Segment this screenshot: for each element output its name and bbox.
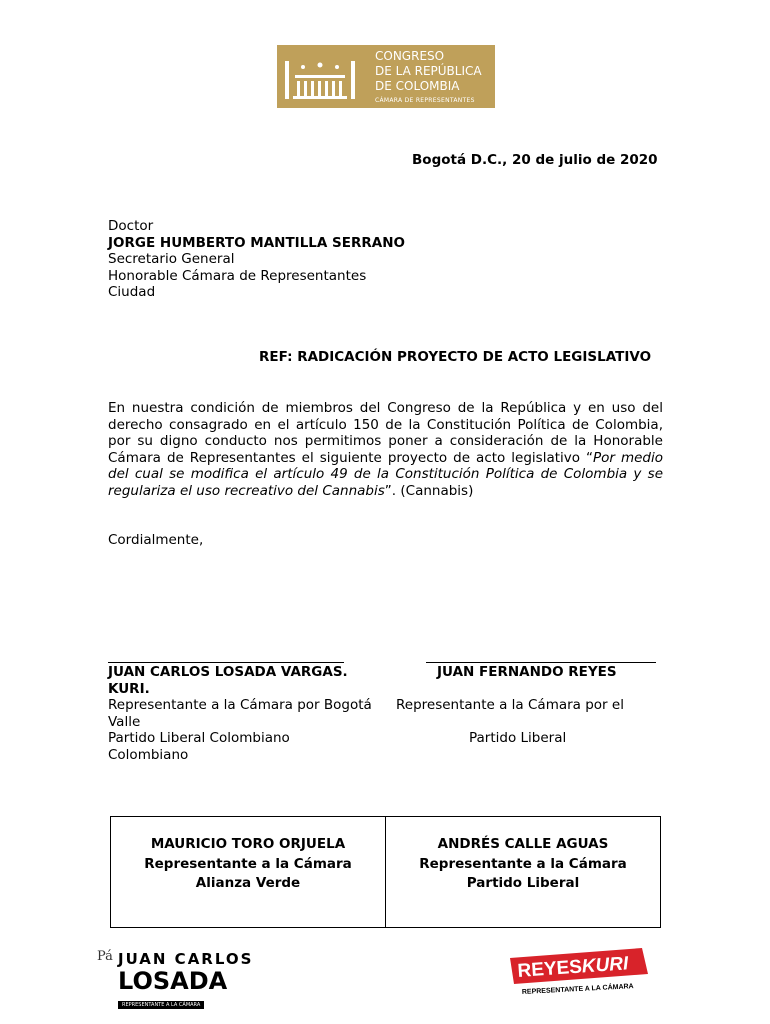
signature-line-left — [108, 662, 344, 663]
signer-party: Alianza Verde — [195, 875, 301, 891]
reyes-logo-subtitle: REPRESENTANTE A LA CÁMARA — [521, 983, 634, 996]
signer-right-role: Representante a la Cámara por el — [396, 697, 624, 713]
losada-logo-line2: LOSADA — [118, 967, 228, 995]
logo-line: DE COLOMBIA — [375, 79, 460, 93]
capitol-building-icon — [285, 61, 355, 99]
logo-text — [375, 49, 482, 94]
reference-line: REF: RADICACIÓN PROYECTO DE ACTO LEGISLATIVO — [259, 349, 652, 365]
signature-line-right — [426, 662, 656, 663]
signature-cell — [386, 817, 661, 928]
signer-right-name: JUAN FERNANDO REYES — [437, 664, 617, 680]
reyes-word: REYES — [516, 956, 583, 982]
recipient-institution: Honorable Cámara de Representantes — [108, 267, 367, 284]
signature-cell — [111, 817, 386, 928]
recipient-name: JORGE HUMBERTO MANTILLA SERRANO — [108, 234, 405, 251]
reyes-kuri-logo-graphic — [508, 944, 650, 1000]
signer-name: JUAN CARLOS LOSADA VARGAS. — [108, 664, 348, 680]
signature-table — [110, 816, 661, 928]
signer-name: ANDRÉS CALLE AGUAS — [437, 836, 609, 852]
signer-role: Representante a la Cámara por Bogotá — [108, 697, 372, 714]
page-label-fragment: Pá — [97, 949, 113, 964]
signer-right-party: Partido Liberal — [469, 730, 567, 746]
recipient-block — [108, 218, 405, 301]
signer-name-continued: KURI. — [108, 680, 150, 697]
signer-party-continued: Colombiano — [108, 746, 189, 763]
logo-subline: CÁMARA DE REPRESENTANTES — [375, 97, 475, 104]
signer-party: Partido Liberal Colombiano — [108, 730, 290, 747]
losada-logo — [118, 950, 253, 1010]
logo-line: CONGRESO — [375, 49, 445, 63]
recipient-position: Secretario General — [108, 251, 235, 268]
congress-logo — [277, 45, 495, 108]
signer-role: Representante a la Cámara — [419, 855, 627, 872]
signer-left — [108, 664, 398, 764]
body-paragraph — [108, 400, 663, 500]
closing-line: Cordialmente, — [108, 532, 204, 548]
signer-role: Representante a la Cámara — [144, 855, 352, 872]
reyes-kuri-logo — [508, 944, 650, 1000]
kuri-word: KURI — [581, 953, 629, 978]
body-intro: En nuestra condición de miembros del Congreso de la República y en uso del derecho consagrado en el artículo 150 de la Constitución Política de Colombia, por su digno conducto nos permitimos poner a consideración de la Honorable Cámara de Representantes el siguiente proyecto de acto legislativo “ — [108, 400, 663, 466]
signer-name: MAURICIO TORO ORJUELA — [150, 836, 346, 852]
recipient-city: Ciudad — [108, 284, 156, 301]
logo-line: DE LA REPÚBLICA — [375, 64, 482, 78]
recipient-salutation: Doctor — [108, 218, 154, 234]
signer-role-continued: Valle — [108, 713, 141, 730]
body-outro: ”. (Cannabis) — [384, 482, 474, 499]
signer-party: Partido Liberal — [466, 875, 580, 891]
bill-title: Por medio del cual se modifica el artículo 49 de la Constitución Política de Colombia y se regulariza el uso recreativo del Cannabis — [108, 449, 663, 499]
losada-logo-line1: JUAN CARLOS — [118, 950, 254, 968]
losada-logo-line3: REPRESENTANTE A LA CÁMARA — [118, 1001, 204, 1009]
date-line: Bogotá D.C., 20 de julio de 2020 — [412, 152, 658, 168]
